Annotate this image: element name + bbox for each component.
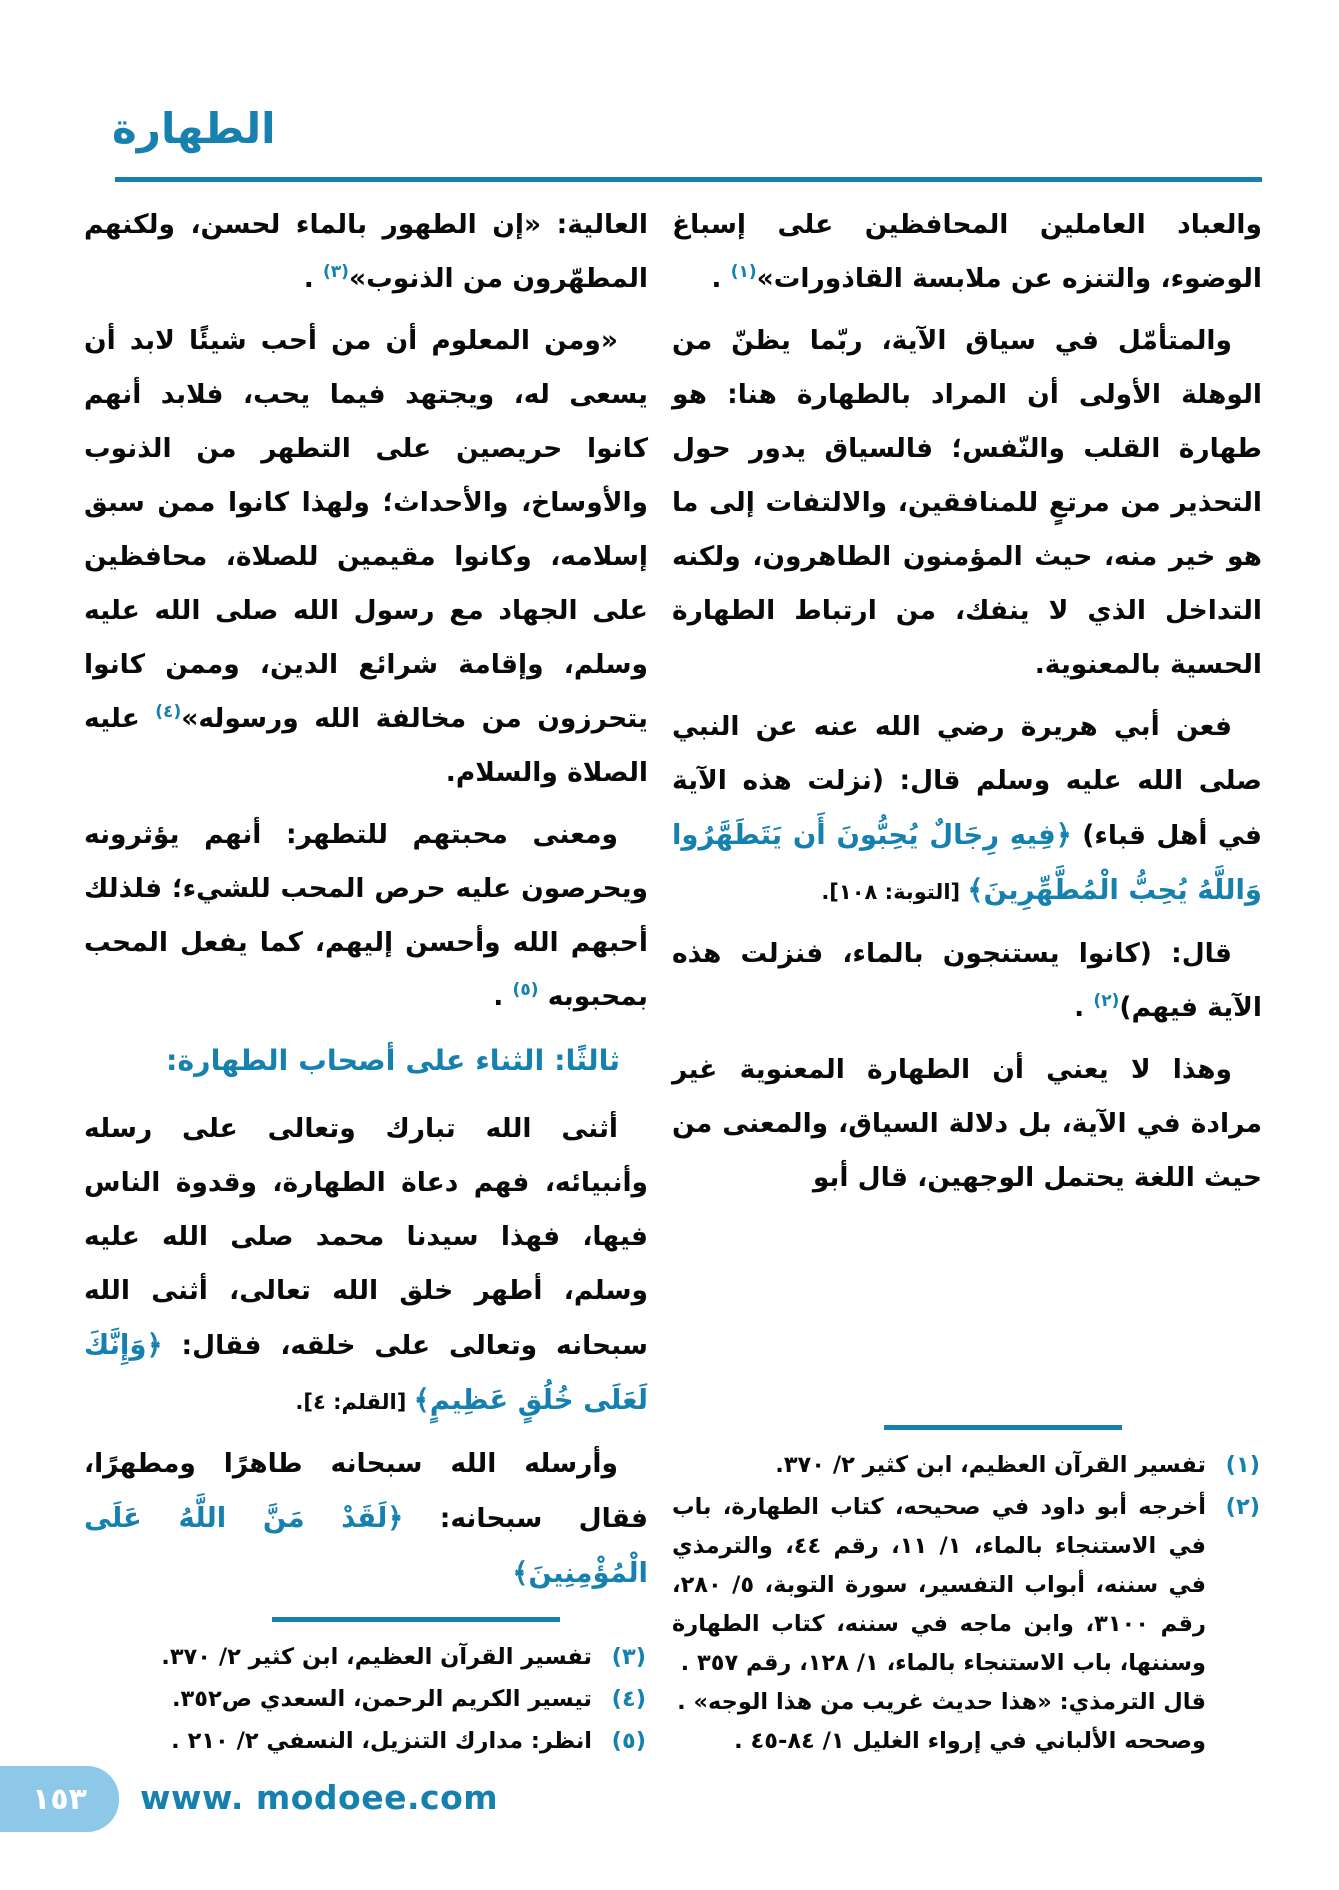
footnote-ref: (١) bbox=[730, 262, 757, 283]
footnote-text: قال الترمذي: «هذا حديث غريب من هذا الوجه» . bbox=[677, 1689, 1206, 1715]
paragraph bbox=[84, 808, 648, 1024]
footnote-ref: (٥) bbox=[512, 980, 539, 1001]
text-run: . bbox=[711, 263, 731, 294]
column-left-text bbox=[84, 198, 648, 1601]
paragraph bbox=[84, 314, 648, 800]
quran-verse: ﴿فِيهِ رِجَالٌ يُحِبُّونَ أَن يَتَطَهَّرُوا وَاللَّهُ يُحِبُّ الْمُطَّهِّرِينَ﴾ bbox=[672, 819, 1262, 906]
footnote-number: (٢) bbox=[1225, 1494, 1260, 1520]
text-run: والعباد العاملين المحافظين على إسباغ الوضوء، والتنزه عن ملابسة القاذورات» bbox=[672, 209, 1262, 294]
footnote-text: أخرجه أبو داود في صحيحه، كتاب الطهارة، باب في الاستنجاء بالماء، ١/ ١١، رقم ٤٤، والترمذي في سننه، أبواب التفسير، سورة التوبة، ٥/ ٢٨٠، رقم ٣١٠٠، وابن ماجه في سننه، كتاب الطهارة وسننها، باب الاستنجاء بالماء، ١/ ١٢٨، رقم ٣٥٧ . bbox=[672, 1494, 1206, 1676]
footnote bbox=[84, 1638, 648, 1677]
text-run: أثنى الله تبارك وتعالى على رسله وأنبيائه، فهم دعاة الطهارة، وقدوة الناس فيها، فهذا سيدنا محمد صلى الله عليه وسلم، أطهر خلق الله تعالى، أثنى الله سبحانه وتعالى على خلقه، فقال: bbox=[84, 1113, 648, 1361]
footnote-separator bbox=[272, 1617, 560, 1622]
footnote-list bbox=[84, 1638, 648, 1761]
footnote-number: (٥) bbox=[611, 1728, 646, 1754]
footnote-ref: (٤) bbox=[155, 702, 182, 723]
column-right-text bbox=[672, 198, 1262, 1205]
column-left bbox=[84, 198, 648, 1766]
paragraph bbox=[672, 700, 1262, 919]
text-run: ومعنى محبتهم للتطهر: أنهم يؤثرونه ويحرصون عليه حرص المحب للشيء؛ فلذلك أحبهم الله وأحسن إليهم، كما يفعل المحب بمحبوبه bbox=[84, 819, 648, 1012]
footnote-ref: (٣) bbox=[323, 262, 349, 283]
column-right-footnotes bbox=[672, 1425, 1262, 1764]
section-heading bbox=[84, 1034, 648, 1088]
footnote-text: وصححه الألباني في إرواء الغليل ١/ ٨٤-٤٥ . bbox=[734, 1728, 1206, 1754]
paragraph bbox=[84, 1102, 648, 1429]
text-run: . bbox=[303, 263, 323, 294]
column-left-footnotes bbox=[84, 1617, 648, 1764]
text-run: عليه الصلاة والسلام. bbox=[84, 703, 648, 788]
paragraph bbox=[84, 198, 648, 306]
verse-reference: [التوبة: ١٠٨]. bbox=[821, 880, 968, 904]
text-run: والمتأمّل في سياق الآية، ربّما يظنّ من الوهلة الأولى أن المراد بالطهارة هنا: هو طهارة القلب والنّفس؛ فالسياق يدور حول التحذير من مرتعٍ للمنافقين، والالتفات إلى ما هو خير منه، حيث المؤمنون الطاهرون، ولكنه التداخل الذي لا ينفك، من ارتباط الطهارة الحسية بالمعنوية. bbox=[672, 325, 1262, 680]
text-run: «ومن المعلوم أن من أحب شيئًا لابد أن يسعى له، ويجتهد فيما يحب، فلابد أنهم كانوا حريصين على التطهر من الذنوب والأوساخ، والأحداث؛ ولهذا كانوا ممن سبق إسلامه، وكانوا مقيمين للصلاة، محافظين على الجهاد مع رسول الله صلى الله عليه وسلم، وإقامة شرائع الدين، وممن كانوا يتحرزون من مخالفة الله ورسوله» bbox=[84, 325, 648, 734]
paragraph bbox=[84, 1437, 648, 1601]
footnote-text: تفسير القرآن العظيم، ابن كثير ٢/ ٣٧٠. bbox=[775, 1452, 1206, 1478]
footnote-separator bbox=[884, 1425, 1122, 1430]
footnote bbox=[672, 1446, 1262, 1485]
text-run: . bbox=[493, 981, 513, 1012]
footnote-list bbox=[672, 1446, 1262, 1761]
website-url: www. modoee.com bbox=[140, 1778, 499, 1817]
text-run: قال: (كانوا يستنجون بالماء، فنزلت هذه الآية فيهم) bbox=[672, 938, 1262, 1023]
text-columns bbox=[84, 198, 1262, 1766]
footnote-number: (٣) bbox=[611, 1644, 646, 1670]
footnote-text: تيسير الكريم الرحمن، السعدي ص٣٥٢. bbox=[171, 1686, 592, 1712]
footnote bbox=[672, 1488, 1262, 1761]
text-run: . bbox=[1074, 992, 1094, 1023]
text-run: فعن أبي هريرة رضي الله عنه عن النبي صلى الله عليه وسلم قال: (نزلت هذه الآية في أهل قباء) bbox=[672, 711, 1263, 851]
footnote bbox=[84, 1680, 648, 1719]
quran-verse: ﴿لَقَدْ مَنَّ اللَّهُ عَلَى الْمُؤْمِنِينَ﴾ bbox=[84, 1502, 648, 1589]
text-run: ثالثًا: الثناء على أصحاب الطهارة: bbox=[165, 1044, 620, 1077]
page-number-badge bbox=[0, 1766, 119, 1832]
verse-reference: [القلم: ٤]. bbox=[295, 1390, 414, 1414]
footnote bbox=[84, 1722, 648, 1761]
column-right bbox=[672, 198, 1262, 1766]
footnote-number: (٤) bbox=[611, 1686, 646, 1712]
footnote-number: (١) bbox=[1225, 1452, 1260, 1478]
header-rule bbox=[115, 177, 1262, 182]
section-title: الطهارة bbox=[112, 104, 276, 153]
paragraph bbox=[672, 198, 1262, 306]
paragraph bbox=[672, 927, 1262, 1035]
paragraph bbox=[672, 314, 1262, 692]
footnote-text: تفسير القرآن العظيم، ابن كثير ٢/ ٣٧٠. bbox=[161, 1644, 592, 1670]
footnote-ref: (٢) bbox=[1093, 991, 1120, 1012]
text-run: العالية: «إن الطهور بالماء لحسن، ولكنهم المطهّرون من الذنوب» bbox=[84, 209, 648, 294]
paragraph bbox=[672, 1043, 1262, 1205]
quran-verse: ﴿وَإِنَّكَ لَعَلَى خُلُقٍ عَظِيمٍ﴾ bbox=[84, 1329, 648, 1416]
text-run: وهذا لا يعني أن الطهارة المعنوية غير مرادة في الآية، بل دلالة السياق، والمعنى من حيث اللغة يحتمل الوجهين، قال أبو bbox=[672, 1054, 1262, 1193]
page-number: ١٥٣ bbox=[32, 1781, 87, 1817]
footnote-text: انظر: مدارك التنزيل، النسفي ٢/ ٢١٠ . bbox=[171, 1728, 592, 1754]
text-run: وأرسله الله سبحانه طاهرًا ومطهرًا، فقال سبحانه: bbox=[84, 1448, 648, 1534]
